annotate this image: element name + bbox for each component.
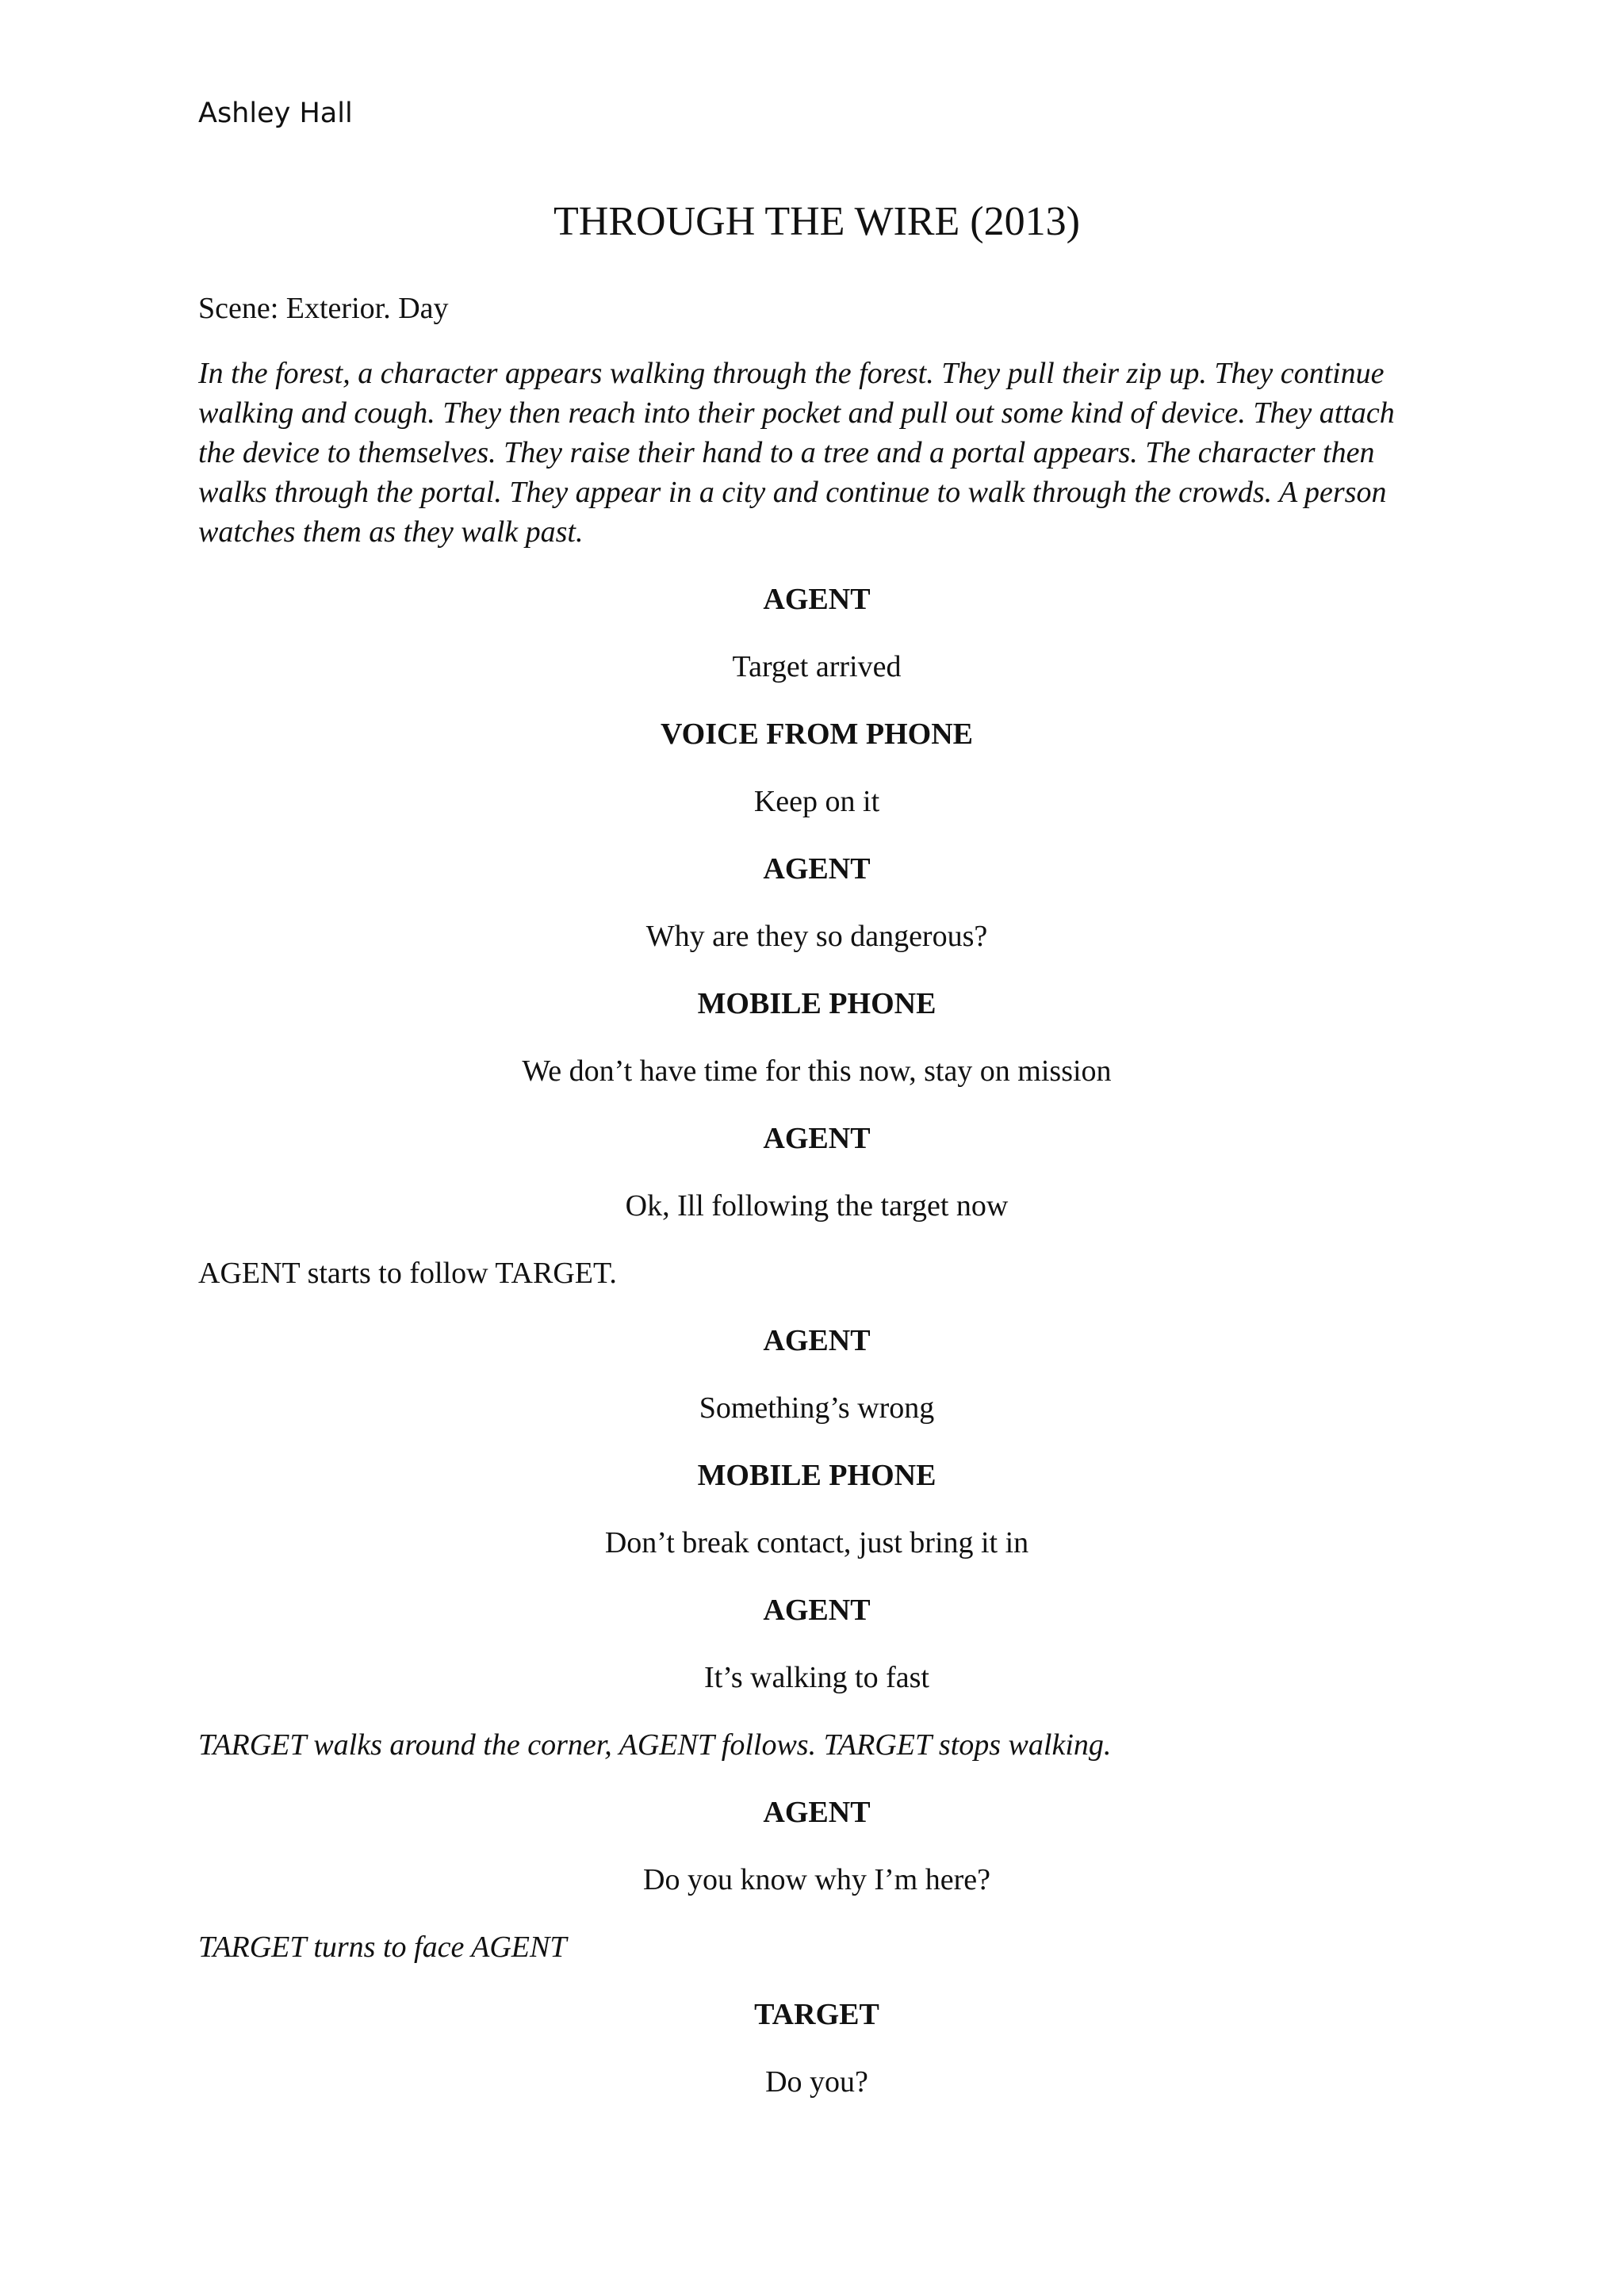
scene-heading: Scene: Exterior. Day: [198, 292, 449, 325]
character-name: AGENT: [763, 1122, 871, 1155]
dialogue-line: Do you know why I’m here?: [643, 1863, 990, 1896]
dialogue-line: Keep on it: [753, 785, 880, 818]
character-name: MOBILE PHONE: [697, 1459, 936, 1492]
character-name: MOBILE PHONE: [697, 987, 936, 1020]
dialogue-line: Ok, Ill following the target now: [625, 1189, 1009, 1223]
character-name: AGENT: [763, 852, 871, 886]
screenplay-body: [198, 190, 1435, 2130]
dialogue-line: It’s walking to fast: [704, 1661, 929, 1694]
character-name: AGENT: [763, 1796, 871, 1829]
character-name: AGENT: [763, 1324, 871, 1357]
dialogue-line: Something’s wrong: [699, 1391, 935, 1425]
script-title: THROUGH THE WIRE (2013): [553, 199, 1080, 244]
character-name: VOICE FROM PHONE: [660, 718, 973, 751]
opening-action: In the forest, a character appears walking through the forest. They pull their zip up. They continue walking and cough. They then reach into their pocket and pull out some kind of device. They attach the device to themselves. They raise their hand to a tree and a portal appears. The character then walks through the portal. They appear in a city and continue to walk through the crowds. A person watches them as they walk past.: [198, 357, 1395, 549]
character-name: TARGET: [754, 1998, 879, 2031]
action-line: AGENT starts to follow TARGET.: [198, 1257, 617, 1290]
dialogue-line: Don’t break contact, just bring it in: [604, 1526, 1029, 1559]
dialogue-line: We don’t have time for this now, stay on mission: [522, 1054, 1112, 1088]
dialogue-line: Target arrived: [732, 650, 902, 683]
character-name: AGENT: [763, 1594, 871, 1627]
character-name: AGENT: [763, 583, 871, 616]
dialogue-line: Do you?: [765, 2065, 868, 2099]
page-header-author: Ashley Hall: [198, 98, 353, 129]
action-line: TARGET walks around the corner, AGENT follows. TARGET stops walking.: [198, 1728, 1112, 1762]
action-line: TARGET turns to face AGENT: [198, 1931, 567, 1964]
dialogue-line: Why are they so dangerous?: [645, 920, 988, 953]
